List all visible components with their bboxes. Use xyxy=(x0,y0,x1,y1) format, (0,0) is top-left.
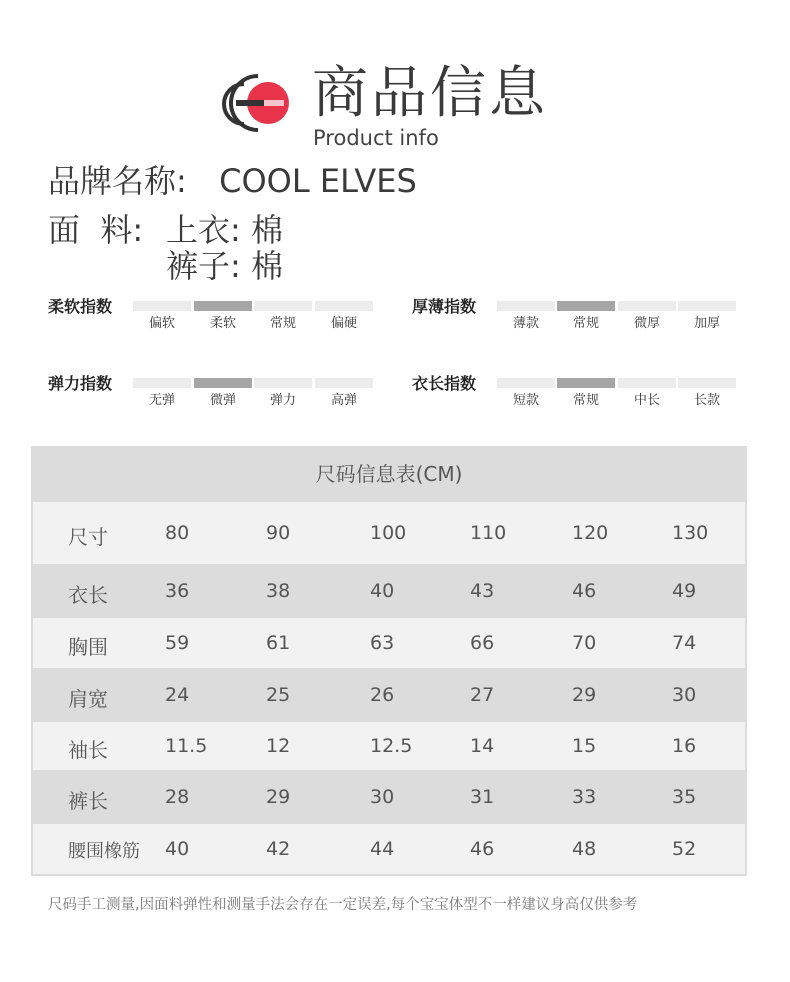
table-row xyxy=(33,772,745,822)
index-segment xyxy=(678,301,736,311)
row-label: 肩宽 xyxy=(68,687,108,711)
table-cell: 80 xyxy=(165,522,190,544)
index-segment-selected xyxy=(194,378,252,388)
table-cell: 120 xyxy=(572,522,609,544)
page-subtitle: Product info xyxy=(313,126,439,150)
table-cell: 30 xyxy=(672,684,697,706)
table-cell: 63 xyxy=(370,632,395,654)
table-cell: 61 xyxy=(266,632,291,654)
table-cell: 59 xyxy=(165,632,190,654)
fabric-top-value: 棉 xyxy=(250,211,283,249)
index-segment xyxy=(315,301,373,311)
index-option: 偏硬 xyxy=(330,316,357,331)
index-segment xyxy=(315,378,373,388)
table-cell: 52 xyxy=(672,838,697,860)
index-segment xyxy=(254,378,312,388)
fabric-label: 面 料: xyxy=(48,211,144,249)
table-cell: 29 xyxy=(266,786,291,808)
brand-value: COOL ELVES xyxy=(219,162,417,200)
index-segment xyxy=(133,301,191,311)
table-cell: 36 xyxy=(165,580,190,602)
table-cell: 28 xyxy=(165,786,190,808)
table-cell: 100 xyxy=(370,522,407,544)
table-row xyxy=(33,618,745,668)
index-option: 弹力 xyxy=(269,393,296,408)
index-segment-selected xyxy=(557,378,615,388)
fabric-pants-label: 裤子: xyxy=(166,247,241,285)
table-row xyxy=(33,722,745,770)
index-option: 常规 xyxy=(572,316,599,331)
index-label: 柔软指数 xyxy=(48,297,113,316)
fabric-pants-row xyxy=(166,246,283,286)
table-cell: 40 xyxy=(165,838,190,860)
table-cell: 29 xyxy=(572,684,597,706)
index-option: 偏软 xyxy=(148,316,175,331)
page-title: 商品信息 xyxy=(312,61,548,126)
product-info-logo-icon xyxy=(222,70,296,136)
table-cell: 24 xyxy=(165,684,190,706)
fabric-pants-value: 棉 xyxy=(250,247,283,285)
index-option: 常规 xyxy=(572,393,599,408)
table-cell: 42 xyxy=(266,838,291,860)
index-segment xyxy=(497,301,555,311)
brand-row xyxy=(48,161,417,201)
table-cell: 46 xyxy=(572,580,597,602)
table-cell: 15 xyxy=(572,735,597,757)
row-label: 胸围 xyxy=(68,635,108,659)
table-cell: 130 xyxy=(672,522,709,544)
table-cell: 31 xyxy=(470,786,495,808)
index-option: 无弹 xyxy=(148,393,175,408)
table-row xyxy=(33,566,745,616)
row-label: 衣长 xyxy=(68,583,108,607)
index-segment-selected xyxy=(557,301,615,311)
table-cell: 90 xyxy=(266,522,291,544)
index-label: 厚薄指数 xyxy=(412,297,477,316)
index-option: 微弹 xyxy=(209,393,236,408)
index-segment xyxy=(254,301,312,311)
index-label: 弹力指数 xyxy=(48,374,113,393)
table-row xyxy=(33,824,745,874)
row-label: 尺寸 xyxy=(68,525,108,549)
index-option: 中长 xyxy=(633,393,660,408)
table-row xyxy=(33,670,745,720)
table-cell: 33 xyxy=(572,786,597,808)
index-option: 高弹 xyxy=(330,393,357,408)
measurement-note: 尺码手工测量,因面料弹性和测量手法会存在一定误差,每个宝宝体型不一样建议身高仅供参考 xyxy=(48,897,638,913)
table-cell: 38 xyxy=(266,580,291,602)
index-segment xyxy=(497,378,555,388)
table-cell: 48 xyxy=(572,838,597,860)
table-cell: 70 xyxy=(572,632,597,654)
table-cell: 40 xyxy=(370,580,395,602)
size-table-title: 尺码信息表(CM) xyxy=(315,462,463,486)
size-header-row xyxy=(33,502,745,564)
row-label: 裤长 xyxy=(68,789,108,813)
fabric-top-label: 上衣: xyxy=(166,211,241,249)
table-cell: 12 xyxy=(266,735,291,757)
index-option: 柔软 xyxy=(209,316,236,331)
table-cell: 74 xyxy=(672,632,697,654)
table-cell: 27 xyxy=(470,684,495,706)
row-label: 袖长 xyxy=(68,738,108,762)
fabric-top-row xyxy=(166,210,283,250)
table-cell: 11.5 xyxy=(165,735,208,757)
table-cell: 30 xyxy=(370,786,395,808)
table-cell: 35 xyxy=(672,786,697,808)
table-cell: 110 xyxy=(470,522,507,544)
table-cell: 46 xyxy=(470,838,495,860)
index-segment xyxy=(618,378,676,388)
index-option: 常规 xyxy=(269,316,296,331)
table-cell: 49 xyxy=(672,580,697,602)
table-cell: 66 xyxy=(470,632,495,654)
index-option: 长款 xyxy=(693,393,720,408)
table-cell: 12.5 xyxy=(370,735,413,757)
row-label: 腰围橡筋 xyxy=(68,841,140,862)
table-cell: 26 xyxy=(370,684,395,706)
table-cell: 43 xyxy=(470,580,495,602)
index-option: 加厚 xyxy=(693,316,720,331)
index-option: 短款 xyxy=(512,393,539,408)
table-cell: 16 xyxy=(672,735,697,757)
table-cell: 25 xyxy=(266,684,291,706)
table-cell: 14 xyxy=(470,735,495,757)
index-option: 薄款 xyxy=(512,316,539,331)
table-cell: 44 xyxy=(370,838,395,860)
index-segment-selected xyxy=(194,301,252,311)
brand-label: 品牌名称: xyxy=(48,162,187,200)
index-label: 衣长指数 xyxy=(412,374,477,393)
index-segment xyxy=(618,301,676,311)
index-option: 微厚 xyxy=(633,316,660,331)
index-segment xyxy=(133,378,191,388)
index-segment xyxy=(678,378,736,388)
